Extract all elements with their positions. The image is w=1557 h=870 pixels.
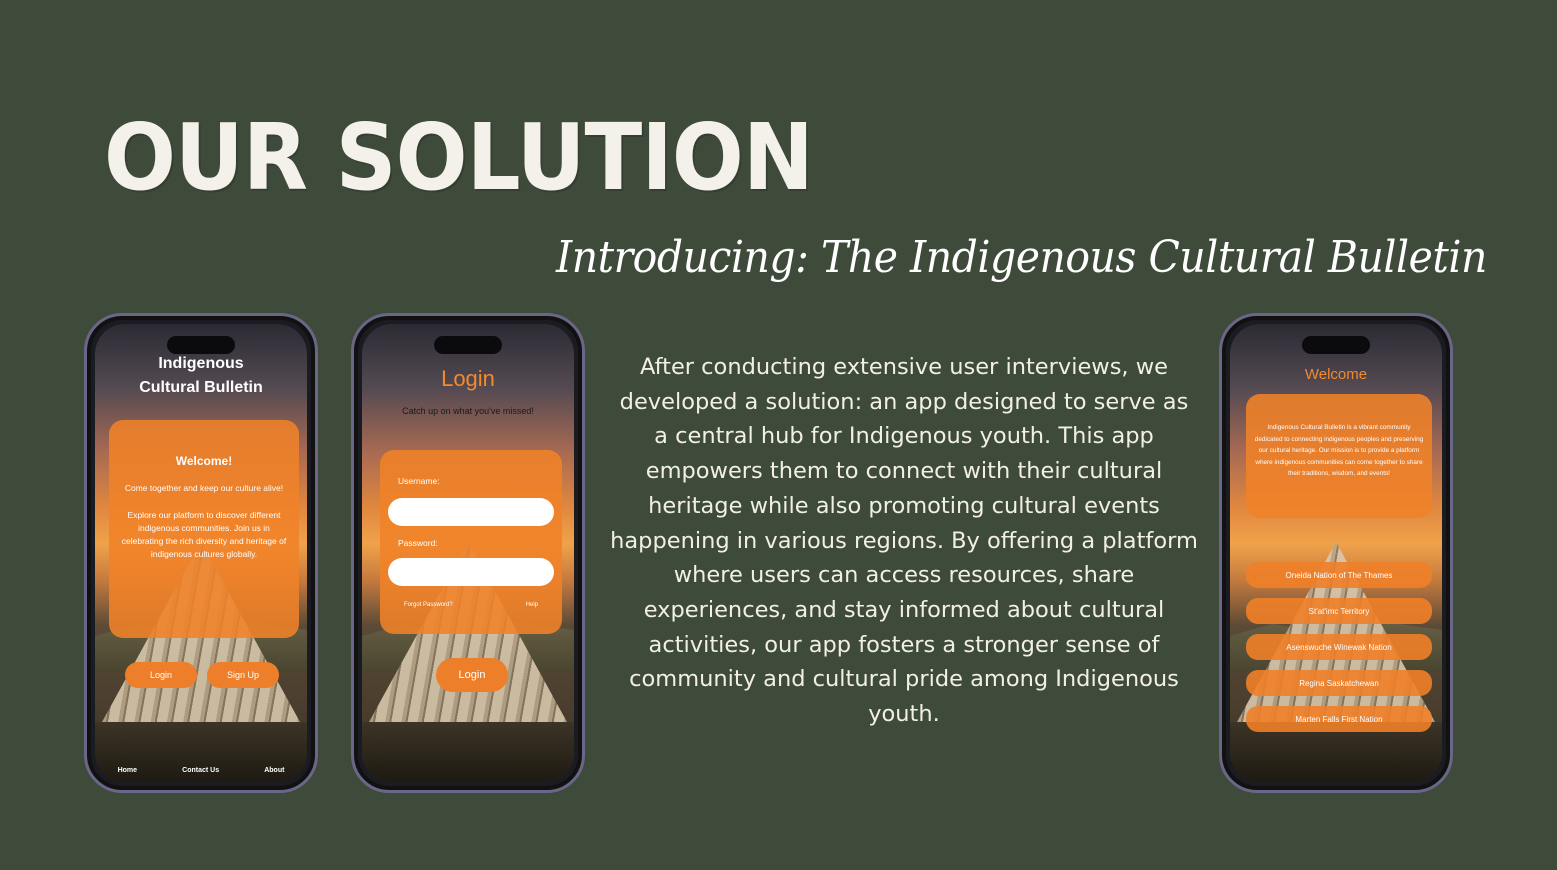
help-link[interactable]: Help xyxy=(525,602,538,608)
login-subtitle: Catch up on what you've missed! xyxy=(402,406,534,416)
nav-home[interactable]: Home xyxy=(117,767,138,774)
dynamic-island xyxy=(434,336,502,354)
nation-button[interactable]: St'at'imc Territory xyxy=(1246,598,1432,624)
nation-button[interactable]: Regina Saskatchewan xyxy=(1246,670,1432,696)
solution-description: After conducting extensive user interviews, we developed a solution: an app designed to serve as a central hub for Indigenous youth. This app empowers them to connect with their cultural heritage while also promoting cultural events happening in various regions. By offering a platform where users can access resources, share experiences, and stay informed about cultural activities, our app fosters a stronger sense of community and cultural pride among Indigenous youth. xyxy=(610,354,1198,728)
login-screen xyxy=(362,324,574,782)
app-title-line2: Cultural Bulletin xyxy=(139,379,263,396)
nation-button[interactable]: Asenswuche Winewak Nation xyxy=(1246,634,1432,660)
nation-button[interactable]: Marten Falls First Nation xyxy=(1246,706,1432,732)
phone-welcome-mockup xyxy=(1219,313,1453,793)
password-label: Password: xyxy=(398,538,438,548)
signup-button[interactable]: Sign Up xyxy=(207,662,279,688)
login-title: Login xyxy=(441,366,495,391)
ground-image xyxy=(362,722,574,782)
welcome-body: Explore our platform to discover different indigenous communities. Join us in celebrating the rich diversity and heritage of indigenous cultures globally. xyxy=(121,510,287,559)
app-title-line1: Indigenous xyxy=(158,355,244,372)
slide-subtitle: Introducing: The Indigenous Cultural Bulletin xyxy=(556,232,1487,283)
phone-login-mockup xyxy=(351,313,585,793)
mission-card xyxy=(1246,394,1432,518)
dynamic-island xyxy=(1302,336,1370,354)
dynamic-island xyxy=(167,336,235,354)
welcome-screen xyxy=(1230,324,1442,782)
forgot-password-link[interactable]: Forgot Password? xyxy=(404,602,453,608)
welcome-card xyxy=(109,420,299,638)
app-title xyxy=(95,352,307,400)
nav-about[interactable]: About xyxy=(264,767,285,774)
login-submit-button[interactable]: Login xyxy=(436,658,508,692)
welcome-heading: Welcome! xyxy=(175,454,233,468)
password-input[interactable] xyxy=(388,558,554,586)
welcome-title: Welcome xyxy=(1304,366,1368,383)
bottom-nav xyxy=(95,767,307,774)
username-label: Username: xyxy=(398,476,440,486)
slide-title: OUR SOLUTION xyxy=(104,104,813,211)
username-input[interactable] xyxy=(388,498,554,526)
login-card xyxy=(380,450,562,634)
home-screen xyxy=(95,324,307,782)
nav-contact[interactable]: Contact Us xyxy=(182,767,220,774)
login-button[interactable]: Login xyxy=(125,662,197,688)
phone-home-mockup xyxy=(84,313,318,793)
mission-text: Indigenous Cultural Bulletin is a vibrant community dedicated to connecting indigenous peoples and preserving our cultural heritage. Our mission is to provide a platform where indigenous communities can come together to share their traditions, wisdom, and events! xyxy=(1254,424,1424,477)
welcome-tagline: Come together and keep our culture alive! xyxy=(124,483,284,493)
nation-button[interactable]: Oneida Nation of The Thames xyxy=(1246,562,1432,588)
